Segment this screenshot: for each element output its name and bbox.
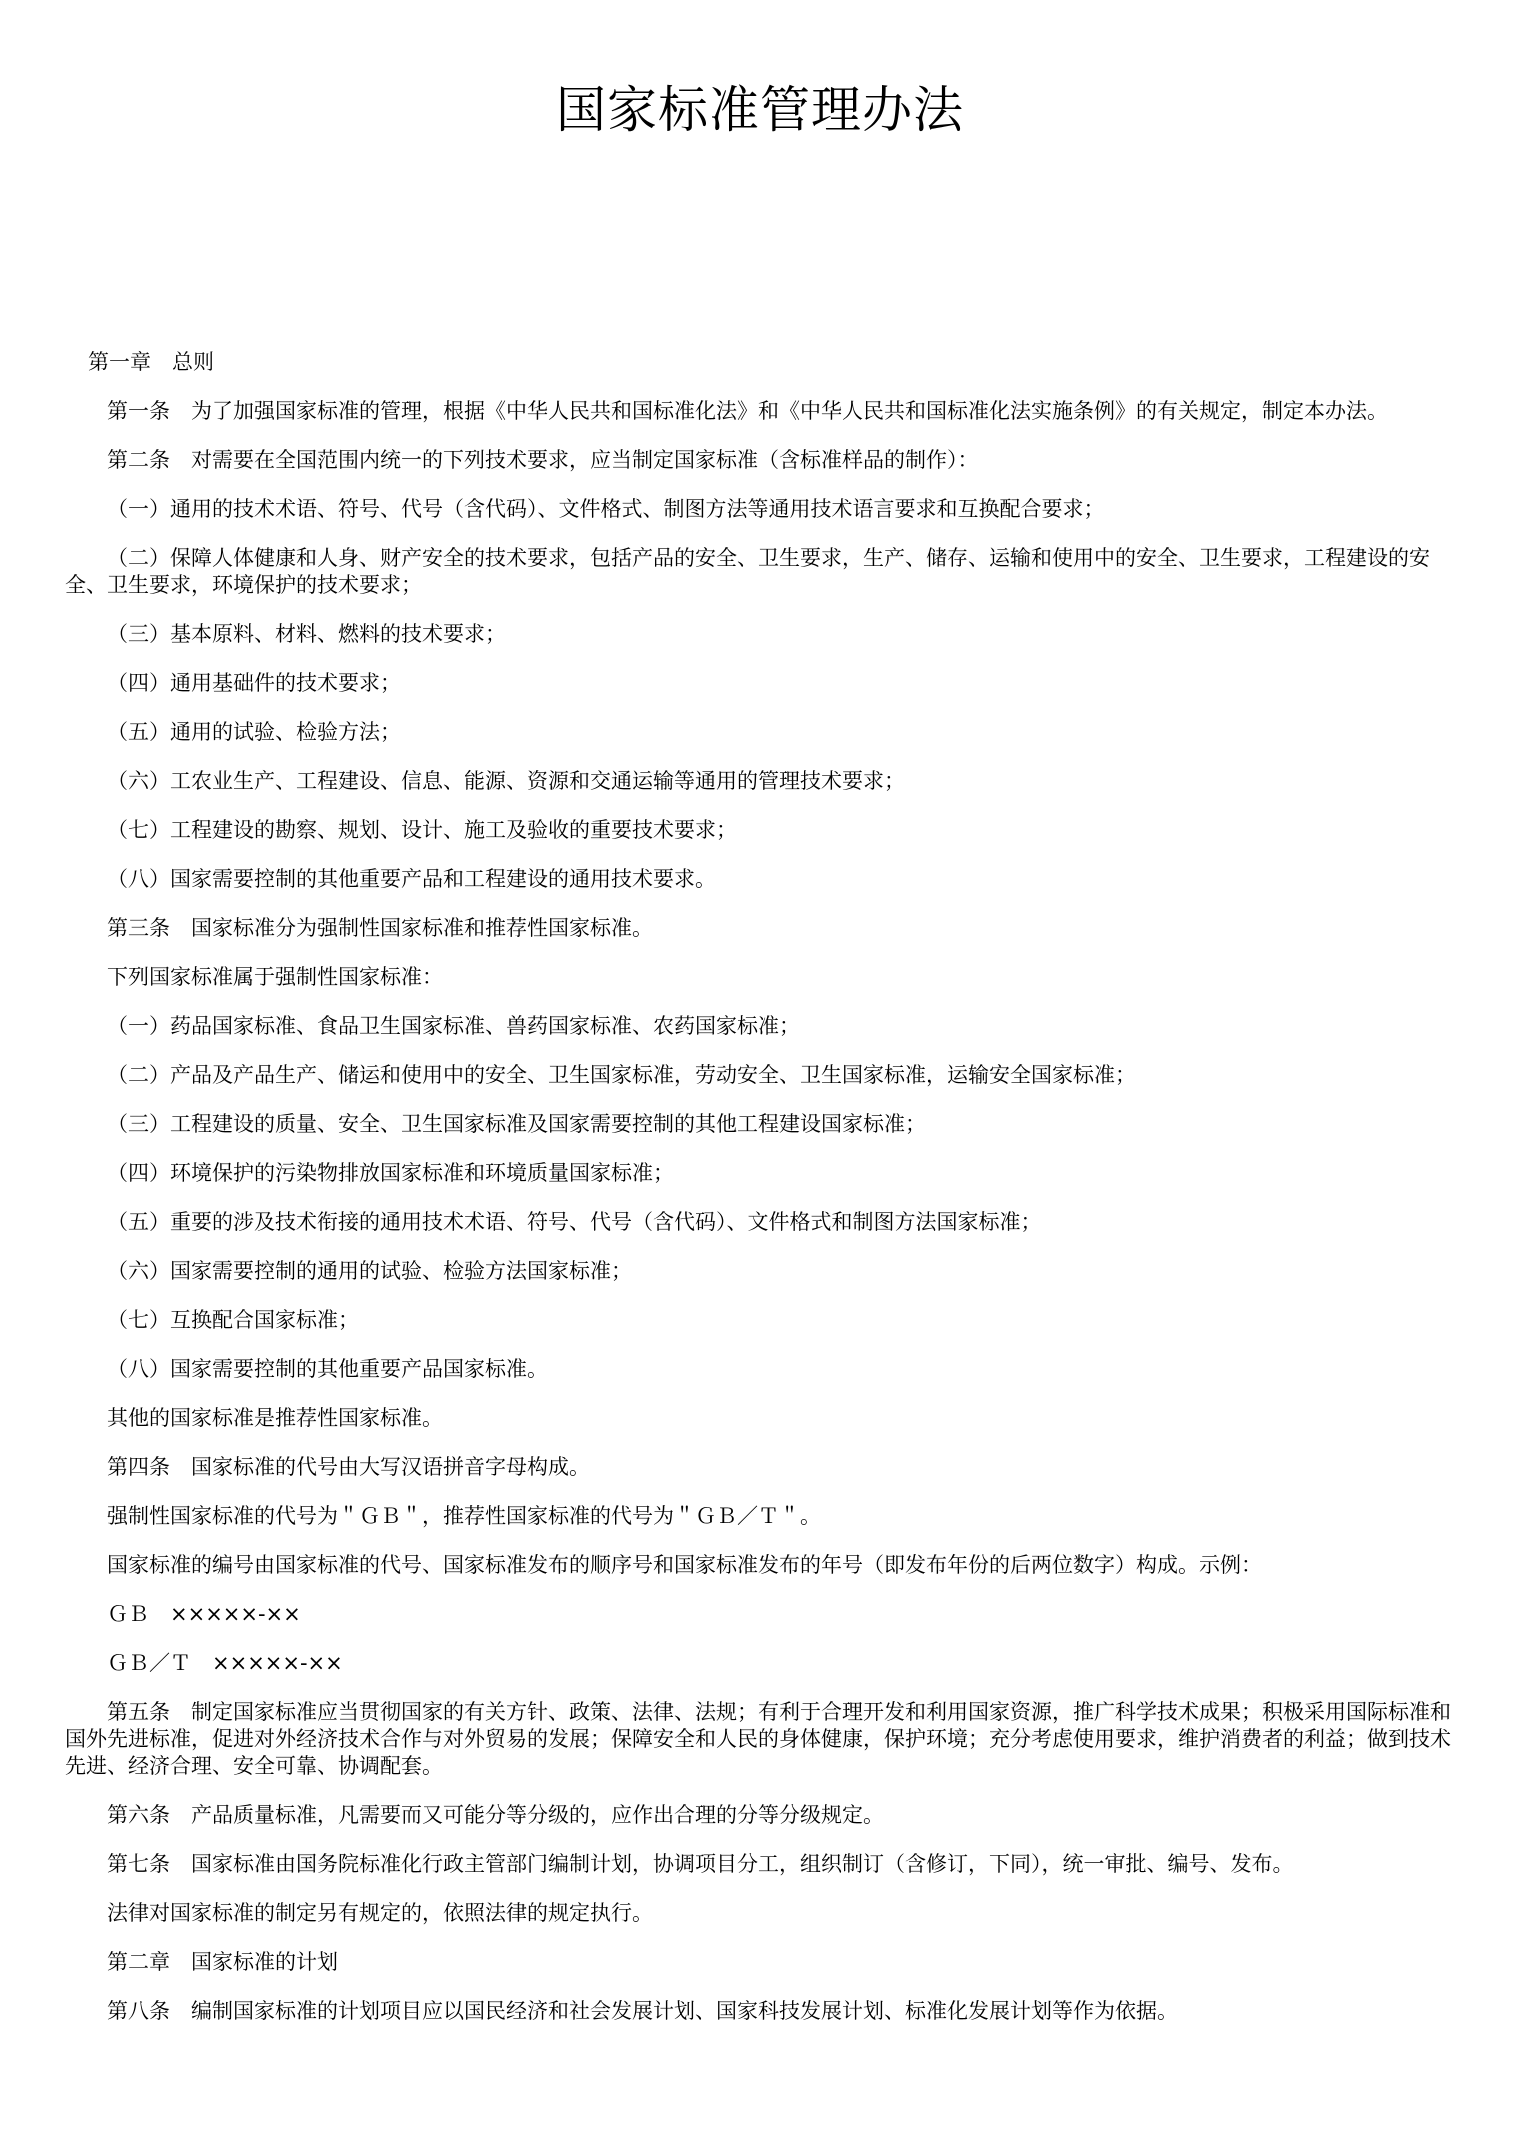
article-paragraph: 第七条 国家标准由国务院标准化行政主管部门编制计划，协调项目分工，组织制订（含修订，下同），统一审批、编号、发布。 bbox=[107, 1852, 1294, 1876]
article-paragraph: 第三条 国家标准分为强制性国家标准和推荐性国家标准。 bbox=[107, 916, 653, 940]
list-item-paragraph: （二）产品及产品生产、储运和使用中的安全、卫生国家标准，劳动安全、卫生国家标准，运输安全国家标准； bbox=[107, 1063, 1136, 1087]
list-item-paragraph: （八）国家需要控制的其他重要产品国家标准。 bbox=[107, 1357, 548, 1381]
document-content bbox=[0, 78, 1520, 2025]
list-item-paragraph: （一）通用的技术术语、符号、代号（含代码）、文件格式、制图方法等通用技术语言要求和互换配合要求； bbox=[107, 497, 1105, 521]
list-item-paragraph: （六）国家需要控制的通用的试验、检验方法国家标准； bbox=[107, 1259, 632, 1283]
list-item-paragraph: （七）互换配合国家标准； bbox=[107, 1308, 359, 1332]
standard-code-example: ＧＢ ×××××-×× bbox=[107, 1602, 301, 1626]
list-item-paragraph: （五）重要的涉及技术衔接的通用技术术语、符号、代号（含代码）、文件格式和制图方法国家标准； bbox=[107, 1210, 1042, 1234]
article-paragraph: 第六条 产品质量标准，凡需要而又可能分等分级的，应作出合理的分等分级规定。 bbox=[107, 1803, 884, 1827]
list-item-paragraph: （七）工程建设的勘察、规划、设计、施工及验收的重要技术要求； bbox=[107, 818, 737, 842]
list-item-paragraph: （四）通用基础件的技术要求； bbox=[107, 671, 401, 695]
list-item-paragraph: （三）工程建设的质量、安全、卫生国家标准及国家需要控制的其他工程建设国家标准； bbox=[107, 1112, 926, 1136]
standard-code-example: ＧＢ／Ｔ ×××××-×× bbox=[107, 1651, 343, 1675]
list-item-paragraph: （二）保障人体健康和人身、财产安全的技术要求，包括产品的安全、卫生要求，生产、储存、运输和使用中的安全、卫生要求，工程建设的安全、卫生要求，环境保护的技术要求； bbox=[65, 546, 1430, 597]
document-body bbox=[65, 349, 1455, 2025]
article-paragraph: 第一条 为了加强国家标准的管理，根据《中华人民共和国标准化法》和《中华人民共和国标准化法实施条例》的有关规定，制定本办法。 bbox=[107, 399, 1388, 423]
body-paragraph: 法律对国家标准的制定另有规定的，依照法律的规定执行。 bbox=[107, 1901, 653, 1925]
list-item-paragraph: （五）通用的试验、检验方法； bbox=[107, 720, 401, 744]
body-paragraph: 其他的国家标准是推荐性国家标准。 bbox=[107, 1406, 443, 1430]
chapter-heading: 第二章 国家标准的计划 bbox=[107, 1950, 338, 1974]
list-item-paragraph: （一）药品国家标准、食品卫生国家标准、兽药国家标准、农药国家标准； bbox=[107, 1014, 800, 1038]
list-item-paragraph: （三）基本原料、材料、燃料的技术要求； bbox=[107, 622, 506, 646]
list-item-paragraph: （八）国家需要控制的其他重要产品和工程建设的通用技术要求。 bbox=[107, 867, 716, 891]
body-paragraph: 强制性国家标准的代号为＂ＧＢ＂，推荐性国家标准的代号为＂ＧＢ／Ｔ＂。 bbox=[107, 1504, 821, 1528]
article-paragraph: 第四条 国家标准的代号由大写汉语拼音字母构成。 bbox=[107, 1455, 590, 1479]
document-title: 国家标准管理办法 bbox=[556, 81, 964, 139]
body-paragraph: 下列国家标准属于强制性国家标准： bbox=[107, 965, 443, 989]
list-item-paragraph: （四）环境保护的污染物排放国家标准和环境质量国家标准； bbox=[107, 1161, 674, 1185]
body-paragraph: 国家标准的编号由国家标准的代号、国家标准发布的顺序号和国家标准发布的年号（即发布年份的后两位数字）构成。示例： bbox=[107, 1553, 1262, 1577]
list-item-paragraph: （六）工农业生产、工程建设、信息、能源、资源和交通运输等通用的管理技术要求； bbox=[107, 769, 905, 793]
article-paragraph: 第八条 编制国家标准的计划项目应以国民经济和社会发展计划、国家科技发展计划、标准化发展计划等作为依据。 bbox=[107, 1999, 1178, 2023]
chapter-heading: 第一章 总则 bbox=[88, 350, 214, 374]
article-paragraph: 第二条 对需要在全国范围内统一的下列技术要求，应当制定国家标准（含标准样品的制作）： bbox=[107, 448, 979, 472]
article-paragraph: 第五条 制定国家标准应当贯彻国家的有关方针、政策、法律、法规；有利于合理开发和利用国家资源，推广科学技术成果；积极采用国际标准和国外先进标准，促进对外经济技术合作与对外贸易的发展；保障安全和人民的身体健康，保护环境；充分考虑使用要求，维护消费者的利益；做到技术先进、经济合理、安全可靠、协调配套。 bbox=[65, 1700, 1451, 1778]
